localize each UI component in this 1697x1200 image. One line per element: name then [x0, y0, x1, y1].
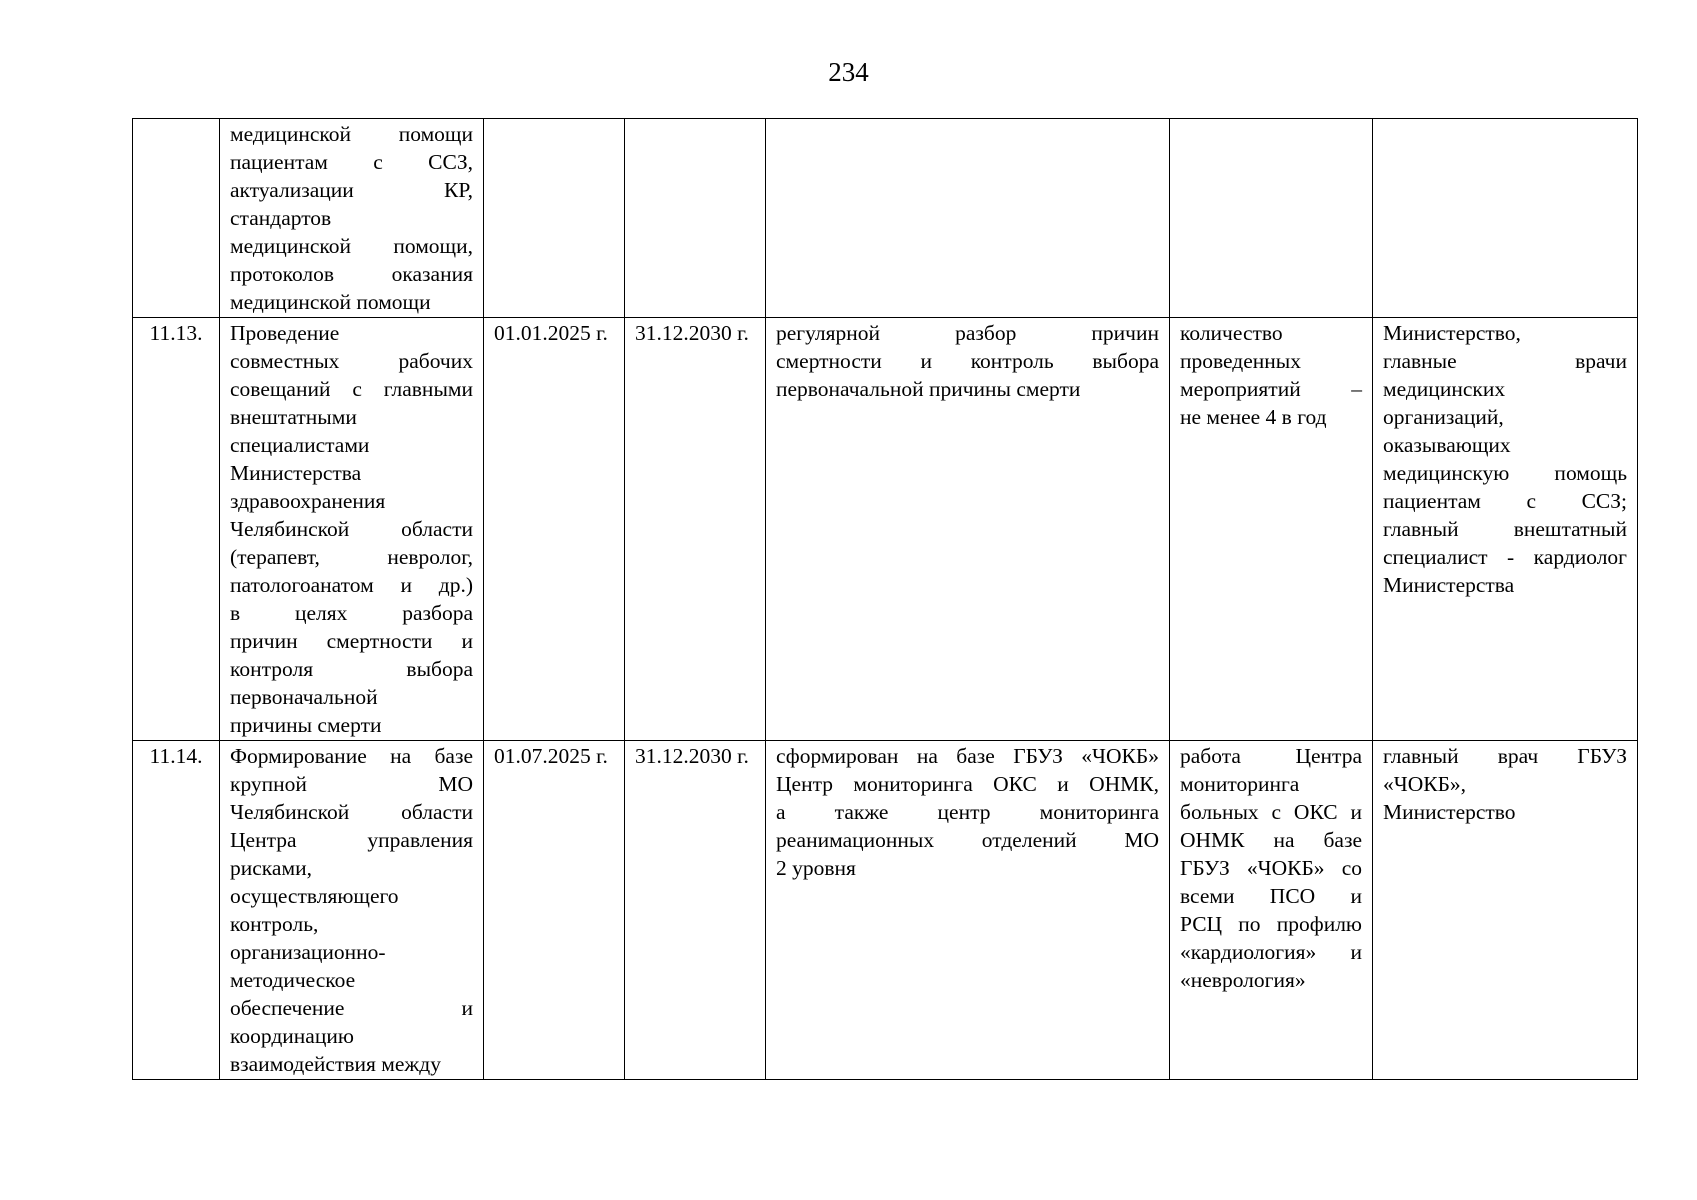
responsible-cell — [1373, 318, 1638, 741]
event-cell-line: Центра управления — [230, 828, 473, 852]
event-cell-line: Министерства — [230, 461, 362, 485]
result-cell-line: первоначальной причины смерти — [776, 377, 1081, 401]
event-cell-line: взаимодействия между — [230, 1052, 441, 1076]
responsible-cell-line: организаций, — [1383, 405, 1504, 429]
event-cell — [220, 318, 484, 741]
event-cell-line: протоколов оказания — [230, 262, 473, 286]
responsible-cell-line: пациентам с ССЗ; — [1383, 489, 1627, 513]
result-cell-line: регулярной разбор причин — [776, 321, 1159, 345]
indicator-cell-line: больных с ОКС и — [1180, 800, 1362, 824]
result-cell-line: а также центр мониторинга — [776, 800, 1159, 824]
event-cell-line: Челябинской области — [230, 800, 473, 824]
indicator-cell-line: мероприятий – — [1180, 377, 1362, 401]
event-cell — [220, 741, 484, 1080]
start-date-cell: 01.01.2025 г. — [484, 318, 625, 741]
event-cell-line: рисками, — [230, 856, 312, 880]
responsible-cell-line: главные врачи — [1383, 349, 1627, 373]
event-cell-line: стандартов — [230, 206, 332, 230]
event-cell-line: медицинской помощи, — [230, 234, 473, 258]
indicator-cell-line: проведенных — [1180, 349, 1301, 373]
event-cell-line: (терапевт, невролог, — [230, 545, 473, 569]
result-cell-line: Центр мониторинга ОКС и ОНМК, — [776, 772, 1159, 796]
indicator-cell-line: мониторинга — [1180, 772, 1300, 796]
measures-table — [132, 118, 1638, 1080]
event-cell-line: медицинской помощи — [230, 290, 431, 314]
result-cell — [766, 318, 1170, 741]
event-cell-line: первоначальной — [230, 685, 378, 709]
end-date-cell: 31.12.2030 г. — [625, 318, 766, 741]
event-cell-line: актуализации КР, — [230, 178, 473, 202]
event-cell-line: организационно- — [230, 940, 386, 964]
indicator-cell-line: «кардиология» и — [1180, 940, 1362, 964]
responsible-cell-line: оказывающих — [1383, 433, 1511, 457]
responsible-cell-line: Министерство — [1383, 800, 1516, 824]
event-cell-line: Формирование на базе — [230, 744, 473, 768]
indicator-cell-line: не менее 4 в год — [1180, 405, 1327, 429]
indicator-cell-line: ОНМК на базе — [1180, 828, 1362, 852]
event-cell-line: причины смерти — [230, 713, 382, 737]
event-cell-line: Челябинской области — [230, 517, 473, 541]
table-row — [133, 741, 1638, 1080]
indicator-cell-line: РСЦ по профилю — [1180, 912, 1362, 936]
table-row — [133, 318, 1638, 741]
table-body — [133, 119, 1638, 1080]
responsible-cell-line: медицинскую помощь — [1383, 461, 1627, 485]
indicator-cell-line: всеми ПСО и — [1180, 884, 1362, 908]
event-cell-line: причин смертности и — [230, 629, 473, 653]
event-cell-line: медицинской помощи — [230, 122, 473, 146]
end-date-cell: 31.12.2030 г. — [625, 741, 766, 1080]
table-row — [133, 119, 1638, 318]
event-cell-line: пациентам с ССЗ, — [230, 150, 473, 174]
event-cell-line: Проведение — [230, 321, 340, 345]
event-cell-line: контроль, — [230, 912, 319, 936]
result-cell — [766, 741, 1170, 1080]
event-cell-line: здравоохранения — [230, 489, 386, 513]
start-date-cell: 01.07.2025 г. — [484, 741, 625, 1080]
responsible-cell-line: медицинских — [1383, 377, 1506, 401]
responsible-cell-line: Министерство, — [1383, 321, 1521, 345]
start-date-cell — [484, 119, 625, 318]
event-cell-line: обеспечение и — [230, 996, 473, 1020]
responsible-cell-line: «ЧОКБ», — [1383, 772, 1467, 796]
row-number-cell — [133, 119, 220, 318]
result-cell — [766, 119, 1170, 318]
row-number-cell: 11.13. — [133, 318, 220, 741]
event-cell-line: внештатными — [230, 405, 357, 429]
result-cell-line: сформирован на базе ГБУЗ «ЧОКБ» — [776, 744, 1159, 768]
event-cell-line: патологоанатом и др.) — [230, 573, 473, 597]
event-cell-line: крупной МО — [230, 772, 473, 796]
row-number-cell: 11.14. — [133, 741, 220, 1080]
indicator-cell-line: ГБУЗ «ЧОКБ» со — [1180, 856, 1362, 880]
responsible-cell-line: специалист - кардиолог — [1383, 545, 1627, 569]
responsible-cell-line: Министерства — [1383, 573, 1515, 597]
event-cell-line: специалистами — [230, 433, 370, 457]
event-cell-line: совместных рабочих — [230, 349, 473, 373]
event-cell — [220, 119, 484, 318]
indicator-cell-line: работа Центра — [1180, 744, 1362, 768]
responsible-cell — [1373, 119, 1638, 318]
responsible-cell-line: главный внештатный — [1383, 517, 1627, 541]
indicator-cell — [1170, 741, 1373, 1080]
indicator-cell-line: «неврология» — [1180, 968, 1306, 992]
indicator-cell — [1170, 119, 1373, 318]
indicator-cell — [1170, 318, 1373, 741]
event-cell-line: совещаний с главными — [230, 377, 473, 401]
event-cell-line: контроля выбора — [230, 657, 473, 681]
event-cell-line: в целях разбора — [230, 601, 473, 625]
end-date-cell — [625, 119, 766, 318]
result-cell-line: реанимационных отделений МО — [776, 828, 1159, 852]
indicator-cell-line: количество — [1180, 321, 1283, 345]
result-cell-line: 2 уровня — [776, 856, 856, 880]
responsible-cell-line: главный врач ГБУЗ — [1383, 744, 1627, 768]
result-cell-line: смертности и контроль выбора — [776, 349, 1159, 373]
event-cell-line: координацию — [230, 1024, 354, 1048]
responsible-cell — [1373, 741, 1638, 1080]
event-cell-line: методическое — [230, 968, 356, 992]
page-number: 234 — [828, 57, 869, 87]
event-cell-line: осуществляющего — [230, 884, 399, 908]
